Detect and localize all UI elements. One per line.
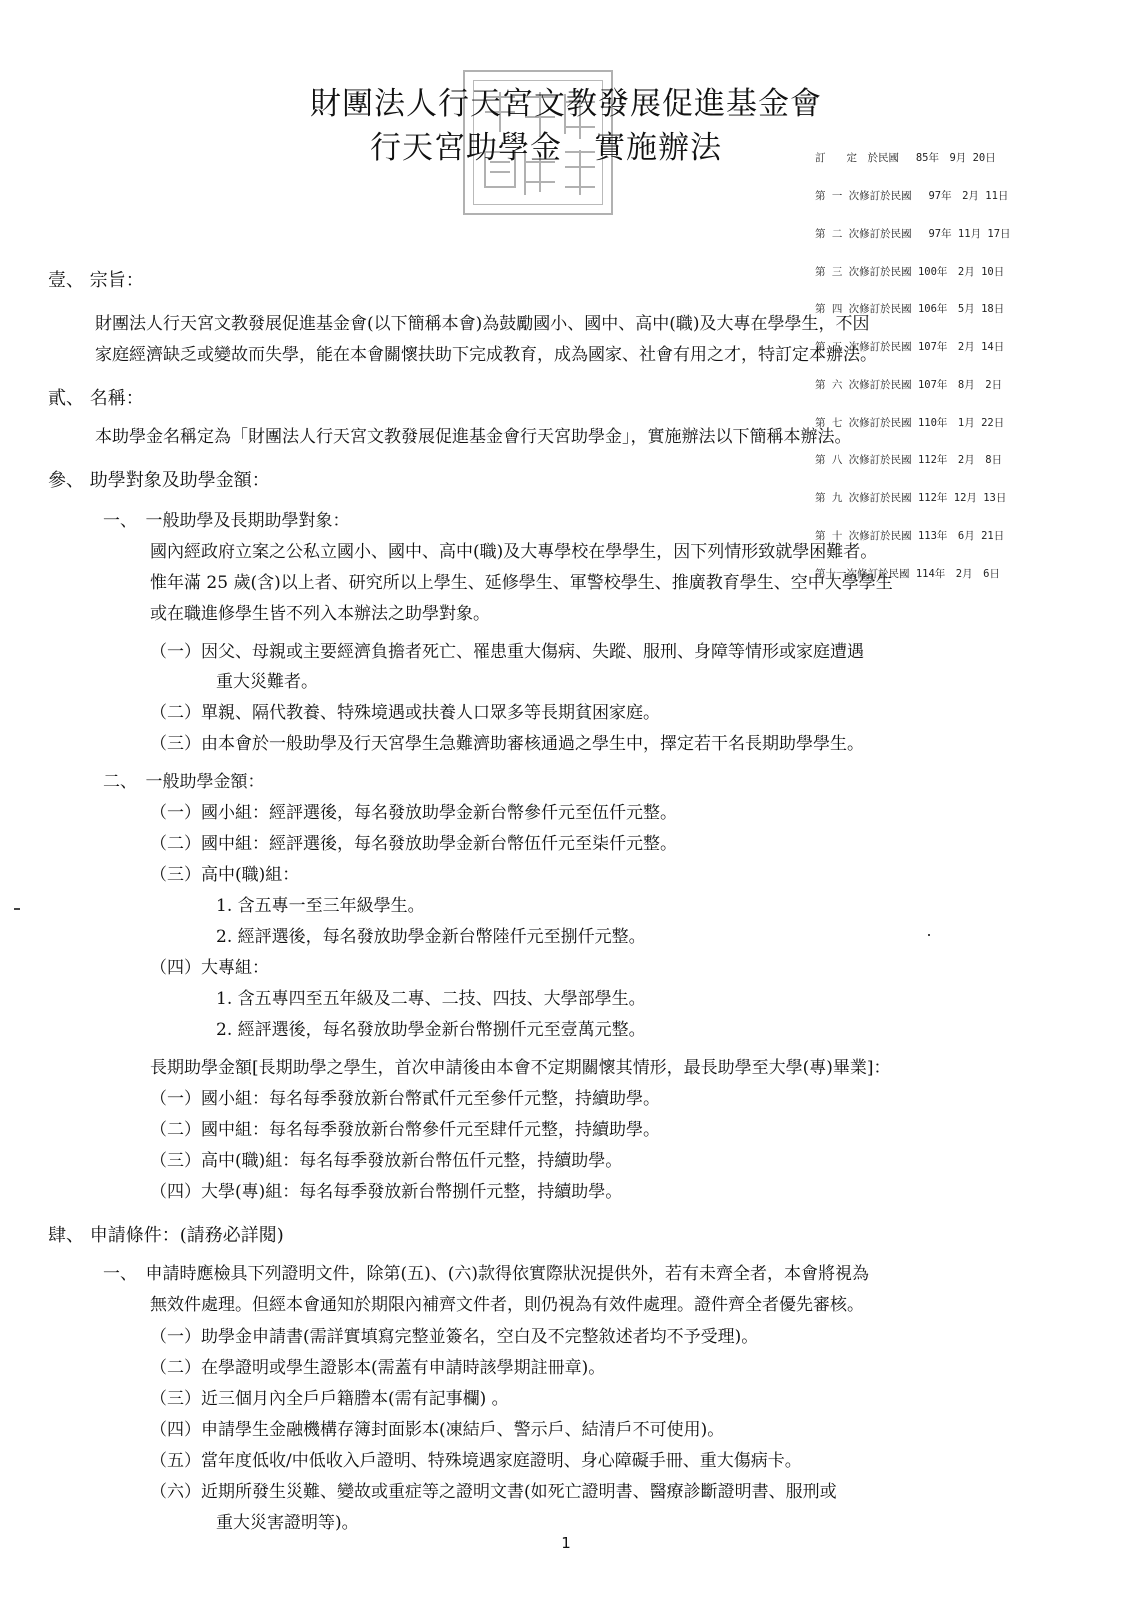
list-item: （四）申請學生金融機構存簿封面影本(凍結戶、警示戶、結清戶不可使用)。: [150, 1420, 725, 1440]
list-item: （一）國小組：經評選後，每名發放助學金新台幣參仟元至伍仟元整。: [150, 803, 677, 823]
list-item: （二）在學證明或學生證影本(需蓋有申請時該學期註冊章)。: [150, 1358, 606, 1378]
section-heading: 肆、 申請條件：(請務必詳閱): [48, 1225, 284, 1246]
section-heading: 貳、 名稱：: [48, 388, 144, 409]
revision-line: 第 五 次修訂於民國 107年 2月 14日: [815, 341, 1005, 354]
revision-line: 第 九 次修訂於民國 112年 12月 13日: [815, 492, 1007, 505]
section-heading: 壹、 宗旨：: [48, 270, 144, 291]
revision-line: 第 一 次修訂於民國 97年 2月 11日: [815, 189, 1009, 202]
revision-line: 第 三 次修訂於民國 100年 2月 10日: [815, 265, 1005, 278]
list-subitem: 2. 經評選後，每名發放助學金新台幣捌仟元至壹萬元整。: [216, 1020, 646, 1040]
scan-speck: [14, 908, 20, 910]
list-item-continued: 重大災難者。: [216, 672, 318, 692]
document-subtitle: 行天宮助學金 實施辦法: [370, 130, 722, 166]
scan-speck: [928, 934, 930, 936]
section-heading: 參、 助學對象及助學金額：: [48, 470, 270, 491]
list-subitem: 1. 含五專四至五年級及二專、二技、四技、大學部學生。: [216, 989, 646, 1009]
list-subitem: 2. 經評選後，每名發放助學金新台幣陸仟元至捌仟元整。: [216, 927, 646, 947]
paragraph-line: 本助學金名稱定為「財團法人行天宮文教發展促進基金會行天宮助學金」，實施辦法以下簡稱本辦法。: [95, 427, 852, 447]
paragraph-line: 或在職進修學生皆不列入本辦法之助學對象。: [150, 604, 490, 624]
list-item: （四）大專組：: [150, 958, 269, 978]
list-item: （二）國中組：經評選後，每名發放助學金新台幣伍仟元至柒仟元整。: [150, 834, 677, 854]
paragraph-line: 財團法人行天宮文教發展促進基金會(以下簡稱本會)為鼓勵國小、國中、高中(職)及大專在學學生，不因: [95, 314, 870, 334]
revision-line: 訂 定 於民國 85年 9月 20日: [815, 152, 996, 165]
list-subitem: 1. 含五專一至三年級學生。: [216, 896, 425, 916]
revision-line: 第 四 次修訂於民國 106年 5月 18日: [815, 303, 1005, 316]
revision-history: [815, 127, 1011, 606]
list-item: （二）國中組：每名每季發放新台幣參仟元至肆仟元整，持續助學。: [150, 1120, 660, 1140]
document-title: 財團法人行天宮文教發展促進基金會: [310, 86, 822, 122]
revision-line: 第 七 次修訂於民國 110年 1月 22日: [815, 416, 1005, 429]
revision-line: 第十一次修訂於民國 114年 2月 6日: [815, 567, 1000, 580]
paragraph-line: 惟年滿 25 歲(含)以上者、研究所以上學生、延修學生、軍警校學生、推廣教育學生、空中大學學生: [150, 573, 893, 593]
list-item-continued: 重大災害證明等)。: [216, 1513, 359, 1533]
paragraph-line: 無效件處理。但經本會通知於期限內補齊文件者，則仍視為有效件處理。證件齊全者優先審核。: [150, 1295, 864, 1315]
list-item: （一）國小組：每名每季發放新台幣貳仟元至參仟元整，持續助學。: [150, 1089, 660, 1109]
paragraph-line: 國內經政府立案之公私立國小、國中、高中(職)及大專學校在學學生，因下列情形致就學困難者。: [150, 542, 878, 562]
list-item: （三）高中(職)組：: [150, 865, 300, 885]
list-item: （二）單親、隔代教養、特殊境遇或扶養人口眾多等長期貧困家庭。: [150, 703, 660, 723]
list-item: （四）大學(專)組：每名每季發放新台幣捌仟元整，持續助學。: [150, 1182, 623, 1202]
revision-line: 第 八 次修訂於民國 112年 2月 8日: [815, 454, 1003, 467]
list-item: （一）助學金申請書(需詳實填寫完整並簽名，空白及不完整敘述者均不予受理)。: [150, 1327, 759, 1347]
subsection-heading: 長期助學金額[長期助學之學生，首次申請後由本會不定期關懷其情形，最長助學至大學(專)畢業]：: [150, 1058, 891, 1078]
revision-line: 第 十 次修訂於民國 113年 6月 21日: [815, 530, 1005, 542]
subsection-heading: 二、 一般助學金額：: [103, 772, 265, 792]
list-item: （五）當年度低收/中低收入戶證明、特殊境遇家庭證明、身心障礙手冊、重大傷病卡。: [150, 1451, 802, 1471]
revision-line: 第 二 次修訂於民國 97年 11月 17日: [815, 227, 1011, 240]
page-number: 1: [561, 1534, 571, 1552]
paragraph-line: 家庭經濟缺乏或變故而失學，能在本會關懷扶助下完成教育，成為國家、社會有用之才，特訂定本辦法。: [95, 345, 877, 365]
list-item: （三）由本會於一般助學及行天宮學生急難濟助審核通過之學生中，擇定若干名長期助學學生。: [150, 734, 864, 754]
revision-line: 第 六 次修訂於民國 107年 8月 2日: [815, 378, 1003, 391]
subsection-heading: 一、 申請時應檢具下列證明文件，除第(五)、(六)款得依實際狀況提供外，若有未齊全者，本會將視為: [103, 1264, 870, 1284]
list-item: （一）因父、母親或主要經濟負擔者死亡、罹患重大傷病、失蹤、服刑、身障等情形或家庭遭遇: [150, 642, 864, 662]
subsection-heading: 一、 一般助學及長期助學對象：: [103, 511, 350, 531]
list-item: （三）高中(職)組：每名每季發放新台幣伍仟元整，持續助學。: [150, 1151, 623, 1171]
list-item: （六）近期所發生災難、變故或重症等之證明文書(如死亡證明書、醫療診斷證明書、服刑或: [150, 1482, 837, 1502]
list-item: （三）近三個月內全戶戶籍謄本(需有記事欄) 。: [150, 1389, 509, 1409]
